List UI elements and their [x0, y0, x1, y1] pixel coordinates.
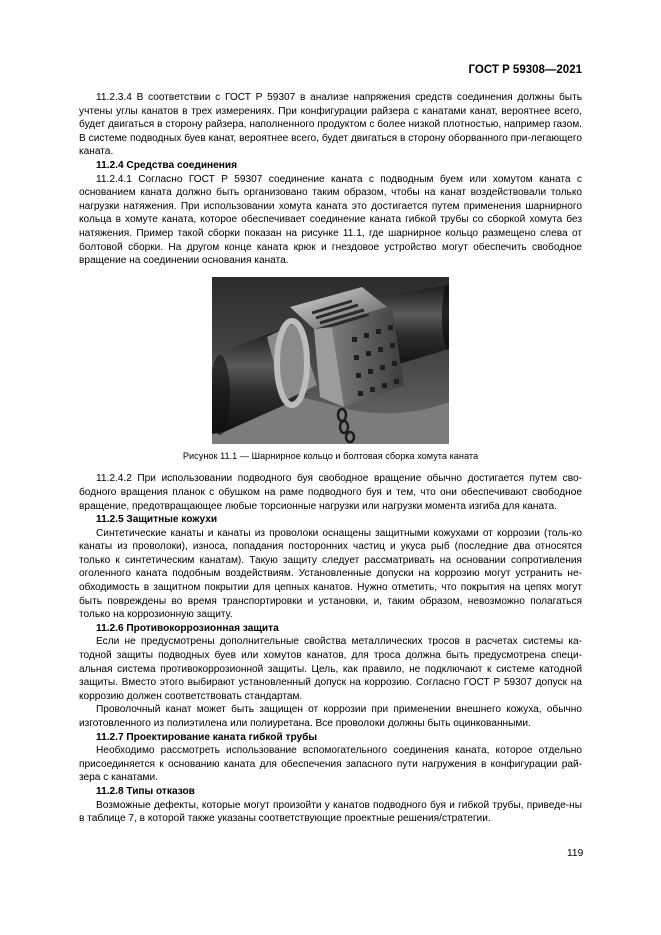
page-number: 119	[567, 848, 584, 859]
heading-11-2-4: 11.2.4 Средства соединения	[96, 159, 238, 171]
paragraph-11-2-8: Возможные дефекты, которые могут произойти у канатов подводного буя и гибкой трубы, приведе-ны в таблице 7, в которой также указаны соответствующие проектные решения/стратегии.	[79, 799, 582, 825]
clamp-assembly-photo	[212, 277, 449, 444]
heading-11-2-5: 11.2.5 Защитные кожухи	[96, 514, 218, 526]
standard-header: ГОСТ Р 59308—2021	[468, 64, 582, 76]
heading-11-2-8: 11.2.8 Типы отказов	[96, 785, 195, 797]
figure-11-1	[79, 277, 582, 464]
heading-11-2-6: 11.2.6 Противокоррозионная защита	[96, 622, 279, 634]
heading-11-2-7: 11.2.7 Проектирование каната гибкой трубы	[96, 731, 318, 743]
paragraph-11-2-6-b: Проволочный канат может быть защищен от коррозии при применении внешнего кожуха, обычно изготовленного из полиэтилена или полиуретана. Все проволоки должны быть оцинкованными.	[79, 704, 582, 729]
paragraph-11-2-6-a: Если не предусмотрены дополнительные свойства металлических тросов в расчетах системы ка-тодной защиты подводных буев или хомутов канатов, для троса должна быть предусмотрена специ-альная система противокоррозионной защиты. Цель, как правило, не подключают к системе катодной защиты. Вместо этого выбирают установленный допуск на коррозию. Согласно ГОСТ Р 59307 допуск на коррозию должен соответствовать стандартам.	[79, 636, 582, 702]
paragraph-11-2-3-4: 11.2.3.4 В соответствии с ГОСТ Р 59307 в анализе напряжения средств соединения должны быть учтены углы канатов в трех измерениях. При конфигурации райзера с канатами канат, вероятнее всего, будет двигаться в сторону райзера, наполненного продуктом с более низкой плотностью, например газом. В системе подводных буев канат, вероятнее всего, будет двигаться в сторону оборванного при-легающего каната.	[79, 92, 582, 158]
paragraph-11-2-4-1: 11.2.4.1 Согласно ГОСТ Р 59307 соединение каната с подводным буем или хомутом каната с основанием каната должно быть организовано таким образом, чтобы на канат воздействовали только нагрузки натяжения. При использовании хомута каната это достигается путем применения шарнирного кольца в хомуте каната, которое обеспечивает соединение каната гибкой трубы со сборкой хомута без натяжения. Пример такой сборки показан на рисунке 11.1, где шарнирное кольцо размещено слева от болтовой сборки. На другом конце каната крюк и гнездовое устройство могут обеспечить свободное вращение на соединении основания каната.	[79, 173, 582, 267]
paragraph-11-2-7: Необходимо рассмотреть использование вспомогательного соединения каната, которое отдельно присоединяется к основанию каната для обеспечения запасного пути нагружения в конфигурации рай-зера с канатами.	[79, 745, 582, 784]
page-content	[79, 91, 582, 826]
paragraph-11-2-5: Синтетические канаты и канаты из проволоки оснащены защитными кожухами от коррозии (толь-ко канаты из проволоки), износа, попадания посторонних частиц и укуса рыб (последние два относятся только к синтетическим канатам). Такую защиту следует рассматривать на основании сопротивления оголенного каната подобным воздействиям. Установленные допуски на коррозию могут устранить не-обходимость в защитном покрытии для цепных канатов. Нужно отметить, что покрытия на цепях могут быть повреждены во время транспортировки и установки, и, таким образом, невозможно полагаться только на коррозионную защиту.	[79, 527, 582, 621]
paragraph-11-2-4-2: 11.2.4.2 При использовании подводного буя свободное вращение обычно достигается путем сво-бодного вращения планок с обушком на раме подводного буя и тем, что они обеспечивают свободное вращение, предотвращающее любые торсионные нагрузки или нагрузки момента изгиба для каната.	[79, 473, 582, 512]
figure-caption: Рисунок 11.1 — Шарнирное кольцо и болтовая сборка хомута каната	[182, 450, 479, 461]
